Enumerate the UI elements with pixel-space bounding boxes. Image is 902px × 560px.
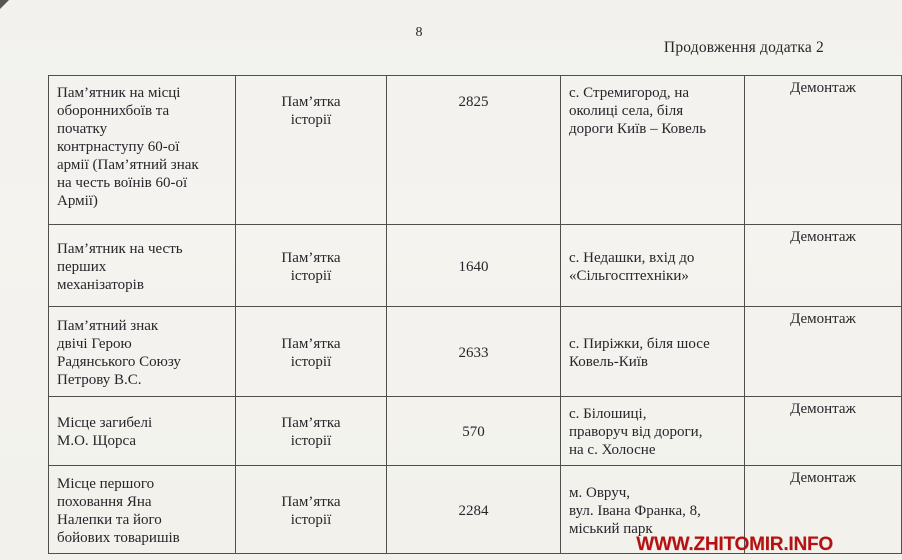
site-watermark: WWW.ZHITOMIR.INFO xyxy=(636,534,833,555)
category-cell: Пам’ятка історії xyxy=(236,466,387,554)
page-number: 8 xyxy=(415,25,423,40)
registry-number-cell: 2825 xyxy=(387,76,561,225)
location-cell: с. Пиріжки, біля шосе Ковель-Київ xyxy=(561,307,745,397)
action-cell: Демонтаж xyxy=(745,225,902,307)
action-cell: Демонтаж xyxy=(745,76,902,225)
category-cell: Пам’ятка історії xyxy=(236,225,387,307)
category-cell: Пам’ятка історії xyxy=(236,76,387,225)
monument-name-cell: Пам’ятник на місці обороннихбоїв та початку контрнаступу 60-ої армії (Пам’ятний знак на честь воїнів 60-ої Армії) xyxy=(49,76,236,225)
registry-number-cell: 1640 xyxy=(387,225,561,307)
monument-name-cell: Пам’ятний знак двічі Герою Радянського Союзу Петрову В.С. xyxy=(49,307,236,397)
appendix-continuation-header: Продовження додатка 2 xyxy=(663,39,824,56)
location-cell: с. Білошиці, праворуч від дороги, на с. Холосне xyxy=(561,397,745,466)
location-cell: с. Недашки, вхід до «Сільгосптехніки» xyxy=(561,225,745,307)
scan-corner-artifact xyxy=(0,0,9,9)
monument-name-cell: Місце загибелі М.О. Щорса xyxy=(49,397,236,466)
monument-name-cell: Пам’ятник на честь перших механізаторів xyxy=(49,225,236,307)
registry-number-cell: 570 xyxy=(387,397,561,466)
table-row xyxy=(49,76,902,225)
monument-name-cell: Місце першого поховання Яна Налепки та його бойових товаришів xyxy=(49,466,236,554)
location-cell: с. Стремигород, на околиці села, біля дороги Київ – Ковель xyxy=(561,76,745,225)
registry-number-cell: 2284 xyxy=(387,466,561,554)
table-row xyxy=(49,397,902,466)
table-row xyxy=(49,307,902,397)
action-cell: Демонтаж xyxy=(745,397,902,466)
action-cell: Демонтаж xyxy=(745,307,902,397)
category-cell: Пам’ятка історії xyxy=(236,397,387,466)
action-cell: Демонтаж xyxy=(745,466,902,554)
monuments-table xyxy=(48,75,902,554)
location-cell: м. Овруч, вул. Івана Франка, 8, міський парк xyxy=(561,466,745,554)
table-row xyxy=(49,225,902,307)
category-cell: Пам’ятка історії xyxy=(236,307,387,397)
registry-number-cell: 2633 xyxy=(387,307,561,397)
